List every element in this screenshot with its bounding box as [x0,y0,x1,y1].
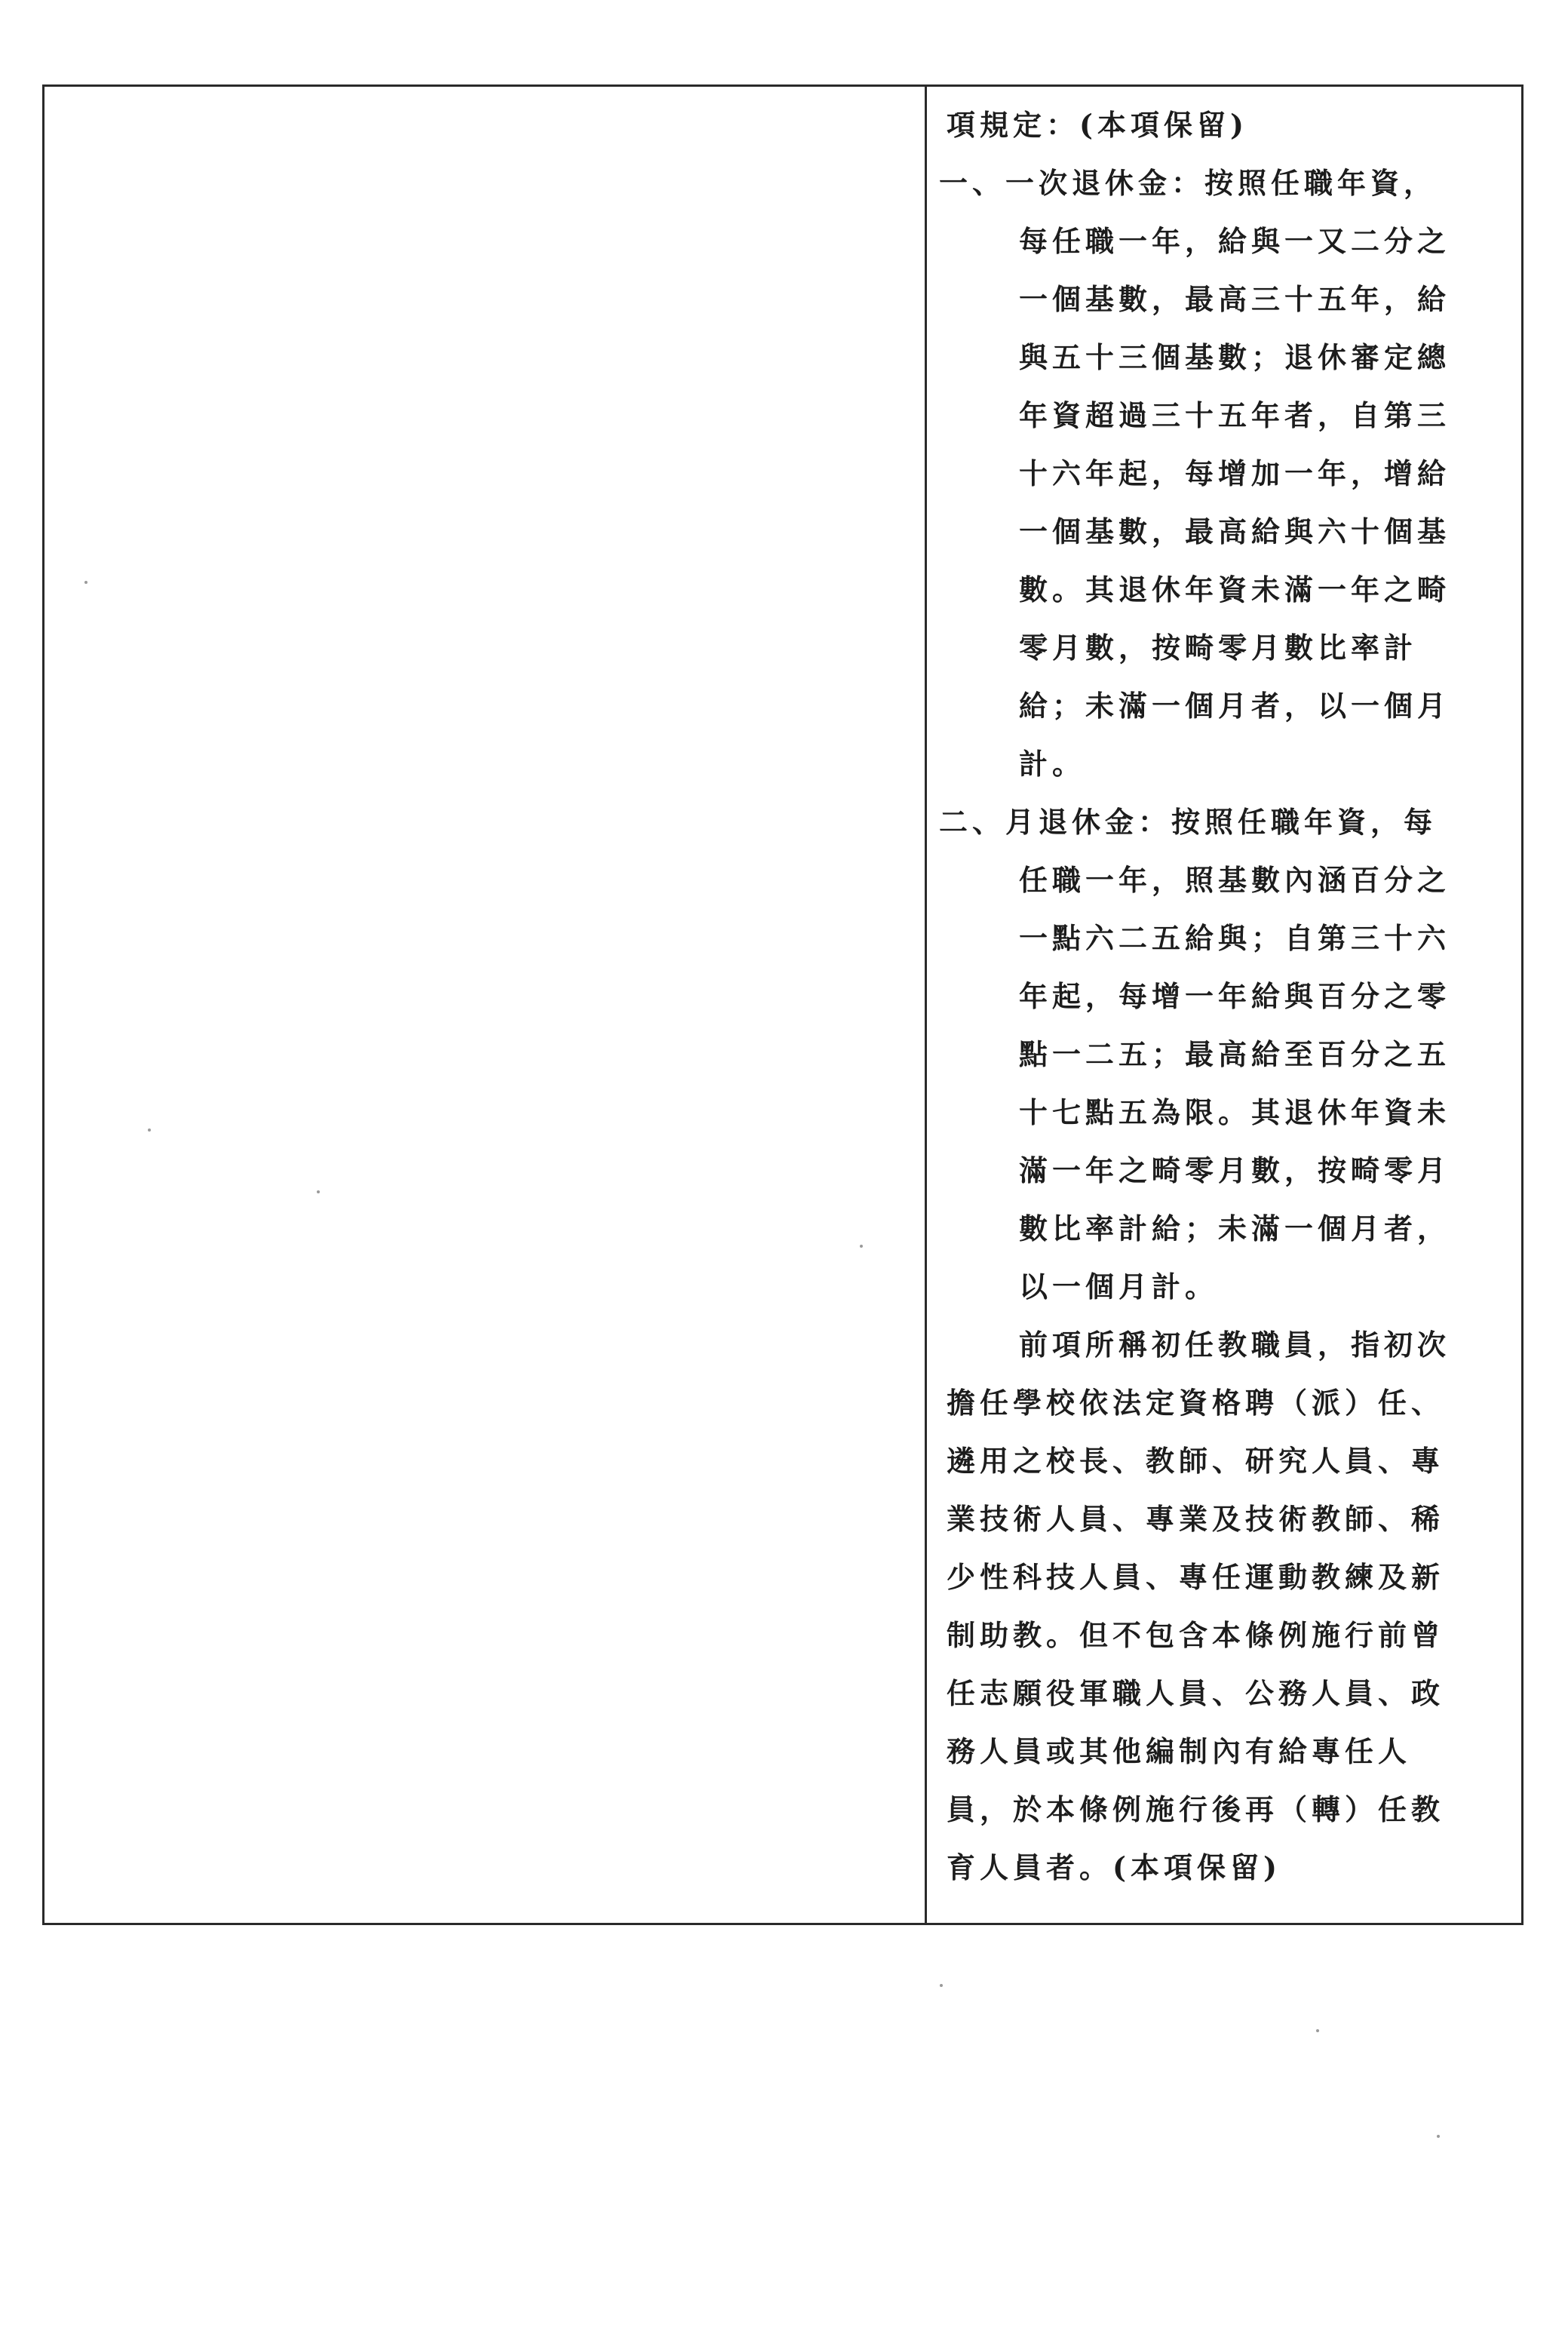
text-line: 點一二五；最高給至百分之五 [1019,1037,1451,1071]
text-line: 十七點五為限。其退休年資未 [1019,1095,1451,1129]
comparison-table [42,84,1524,1925]
text-line: 與五十三個基數；退休審定總 [1019,340,1451,374]
text-line: 遴用之校長、教師、研究人員、專 [947,1444,1445,1478]
text-line: 給；未滿一個月者，以一個月 [1019,689,1451,723]
text-line: 零月數，按畸零月數比率計 [1019,631,1418,665]
scan-speck [317,1190,320,1193]
text-line: 任志願役軍職人員、公務人員、政 [947,1676,1445,1710]
text-line: 少性科技人員、專任運動教練及新 [947,1560,1445,1594]
text-line: 一個基數，最高三十五年，給 [1019,282,1451,316]
text-line: 滿一年之畸零月數，按畸零月 [1019,1153,1451,1187]
item-two-heading: 二、月退休金：按照任職年資，每 [939,805,1438,839]
text-line: 員，於本條例施行後再（轉）任教 [947,1792,1445,1826]
text-line: 數比率計給；未滿一個月者， [1019,1211,1451,1245]
text-line: 業技術人員、專業及技術教師、稀 [947,1502,1445,1536]
text-line: 計。 [1019,747,1086,781]
text-line: 項規定：(本項保留) [947,108,1248,142]
text-line: 數。其退休年資未滿一年之畸 [1019,573,1451,606]
text-line: 十六年起，每增加一年，增給 [1019,456,1451,490]
text-line: 一點六二五給與；自第三十六 [1019,921,1451,955]
scan-speck [1316,2029,1319,2032]
left-column-empty [44,87,927,1923]
item-one-heading: 一、一次退休金：按照任職年資， [939,166,1438,200]
text-line: 以一個月計。 [1019,1270,1219,1304]
scan-speck [84,581,87,584]
scan-speck [860,1245,863,1248]
scan-speck [940,1984,943,1987]
scan-speck [1437,2135,1440,2138]
right-column-text [927,87,1521,1923]
text-line: 年資超過三十五年者，自第三 [1019,398,1451,432]
text-line: 制助教。但不包含本條例施行前曾 [947,1618,1445,1652]
text-line: 任職一年，照基數內涵百分之 [1019,863,1451,897]
text-line: 一個基數，最高給與六十個基 [1019,514,1451,548]
paragraph-start: 前項所稱初任教職員，指初次 [1019,1328,1451,1362]
text-line: 育人員者。(本項保留) [947,1850,1281,1884]
text-line: 每任職一年，給與一又二分之 [1019,224,1451,258]
text-line: 年起，每增一年給與百分之零 [1019,979,1451,1013]
scan-speck [148,1129,151,1132]
text-line: 擔任學校依法定資格聘（派）任、 [947,1386,1445,1420]
text-line: 務人員或其他編制內有給專任人 [947,1734,1412,1768]
